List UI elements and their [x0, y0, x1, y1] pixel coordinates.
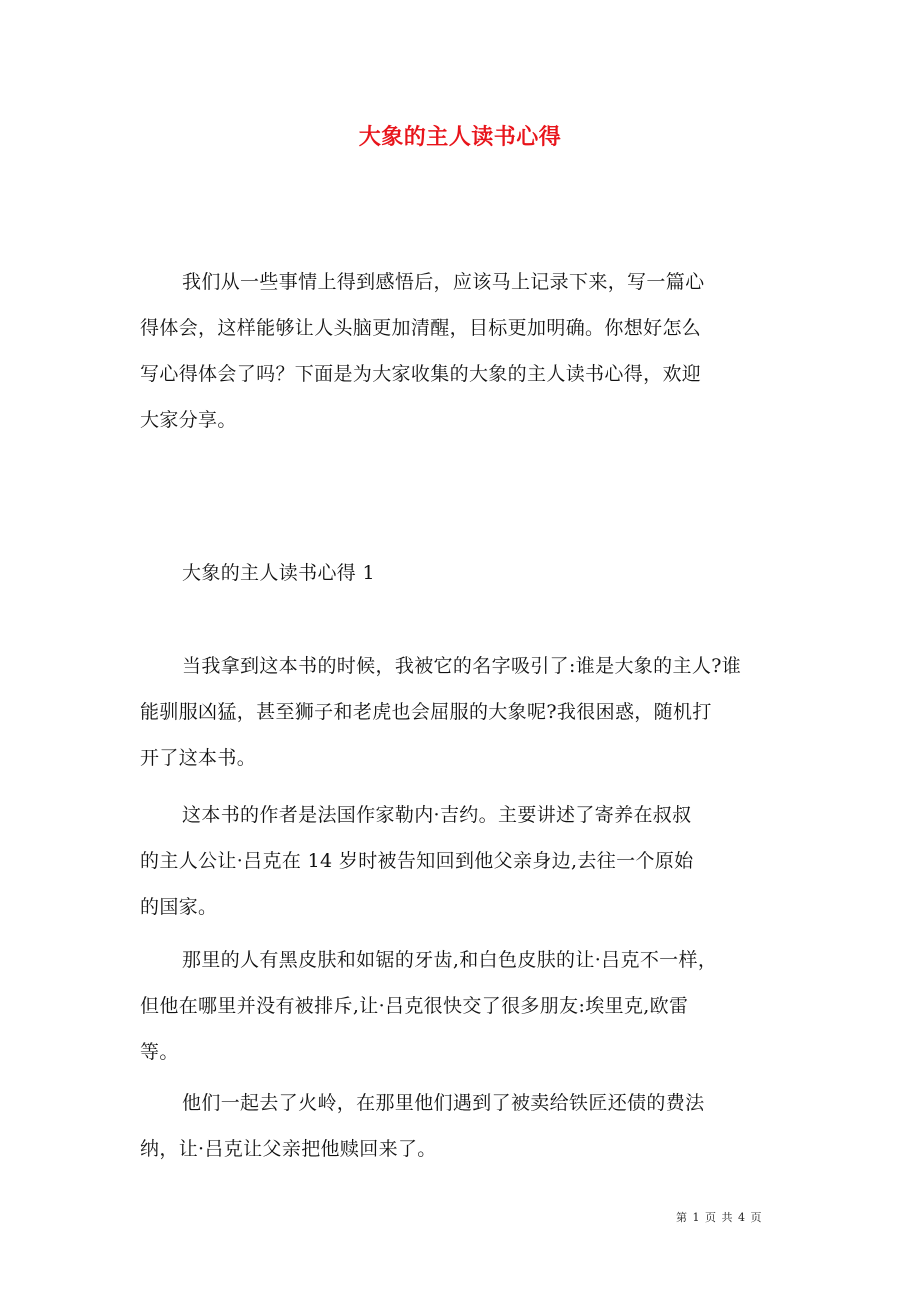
section-heading: 大象的主人读书心得 1	[182, 562, 375, 584]
paragraph-line: 他们一起去了火岭，在那里他们遇到了被卖给铁匠还债的费法	[182, 1092, 705, 1114]
paragraph-line: 当我拿到这本书的时候，我被它的名字吸引了:谁是大象的主人?谁	[182, 655, 742, 677]
paragraph-line: 开了这本书。	[140, 747, 257, 769]
paragraph-line: 纳，让·吕克让父亲把他赎回来了。	[140, 1138, 437, 1160]
paragraph-line: 那里的人有黑皮肤和如锯的牙齿,和白色皮肤的让·吕克不一样，	[182, 949, 718, 971]
paragraph-line: 能驯服凶猛，甚至狮子和老虎也会屈服的大象呢?我很困惑，随机打	[140, 701, 712, 723]
intro-line: 我们从一些事情上得到感悟后，应该马上记录下来，写一篇心	[182, 271, 705, 293]
intro-line: 得体会，这样能够让人头脑更加清醒，目标更加明确。你想好怎么	[140, 317, 702, 339]
paragraph-line: 的国家。	[140, 896, 218, 918]
page-number: 第 1 页 共 4 页	[676, 1211, 763, 1224]
paragraph-line: 的主人公让·吕克在 14 岁时被告知回到他父亲身边,去往一个原始	[140, 850, 694, 872]
paragraph-line: 等。	[140, 1041, 179, 1063]
intro-line: 大家分享。	[140, 409, 237, 431]
paragraph-line: 但他在哪里并没有被排斥,让·吕克很快交了很多朋友:埃里克,欧雷	[140, 995, 689, 1017]
document-title: 大象的主人读书心得	[358, 124, 562, 150]
paragraph-line: 这本书的作者是法国作家勒内·吉约。主要讲述了寄养在叔叔	[182, 804, 692, 826]
intro-line: 写心得体会了吗？下面是为大家收集的大象的主人读书心得，欢迎	[140, 363, 702, 385]
